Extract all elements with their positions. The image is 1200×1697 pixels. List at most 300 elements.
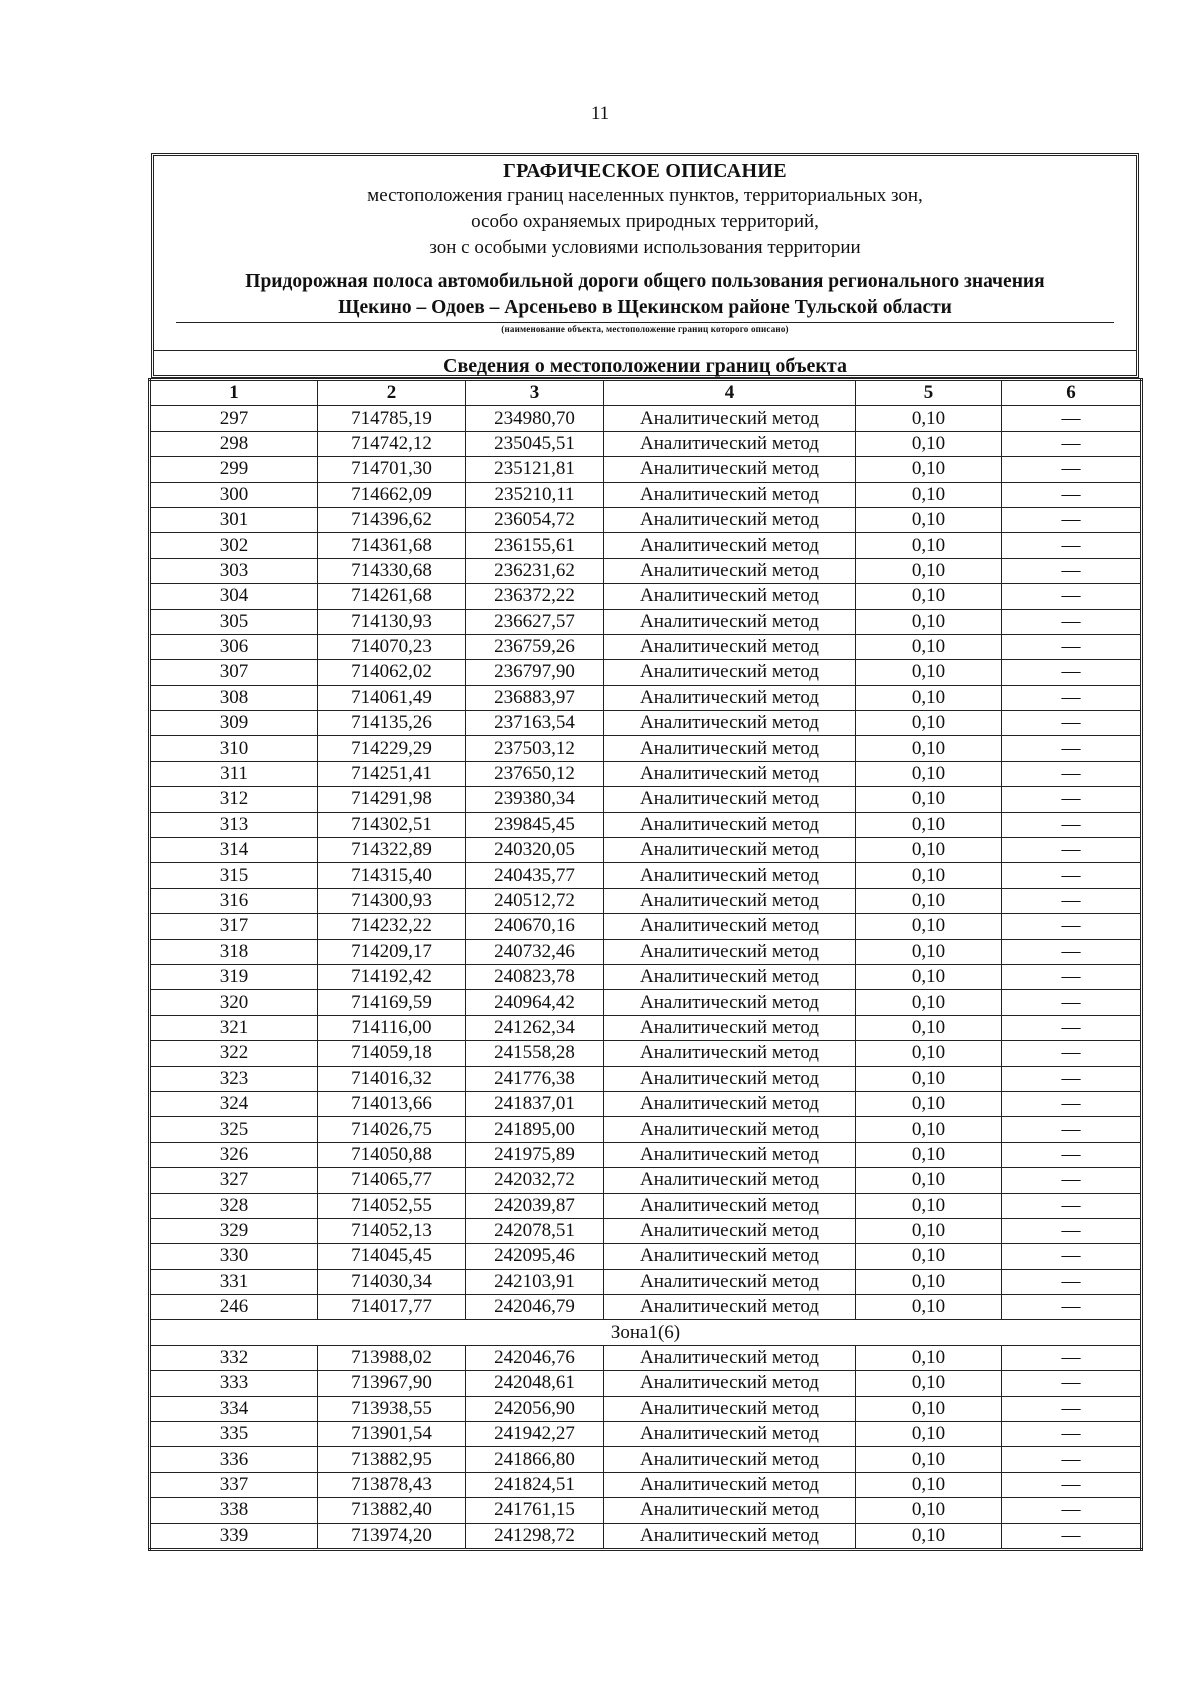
table-row <box>150 533 1142 558</box>
table-row <box>150 1472 1142 1497</box>
point-number-cell: 307 <box>150 660 318 685</box>
x-coordinate-cell: 714130,93 <box>318 609 466 634</box>
method-cell: Аналитический метод <box>604 1142 856 1167</box>
y-coordinate-cell: 242103,91 <box>466 1269 604 1294</box>
method-cell: Аналитический метод <box>604 1168 856 1193</box>
point-number-cell: 322 <box>150 1041 318 1066</box>
method-cell: Аналитический метод <box>604 1218 856 1243</box>
table-row <box>150 584 1142 609</box>
point-number-cell: 324 <box>150 1091 318 1116</box>
point-number-cell: 299 <box>150 457 318 482</box>
table-body-part-1 <box>150 406 1142 1320</box>
method-cell: Аналитический метод <box>604 1345 856 1370</box>
note-cell: — <box>1002 1295 1142 1320</box>
table-row <box>150 888 1142 913</box>
point-number-cell: 339 <box>150 1523 318 1549</box>
x-coordinate-cell: 714016,32 <box>318 1066 466 1091</box>
method-cell: Аналитический метод <box>604 533 856 558</box>
note-cell: — <box>1002 1091 1142 1116</box>
table-row <box>150 964 1142 989</box>
x-coordinate-cell: 714742,12 <box>318 431 466 456</box>
y-coordinate-cell: 236627,57 <box>466 609 604 634</box>
x-coordinate-cell: 714662,09 <box>318 482 466 507</box>
object-caption: (наименование объекта, местоположение границ которого описано) <box>501 324 789 334</box>
table-row <box>150 1295 1142 1320</box>
method-cell: Аналитический метод <box>604 888 856 913</box>
x-coordinate-cell: 714261,68 <box>318 584 466 609</box>
method-cell: Аналитический метод <box>604 507 856 532</box>
point-number-cell: 328 <box>150 1193 318 1218</box>
table-row <box>150 1041 1142 1066</box>
table-row <box>150 787 1142 812</box>
point-number-cell: 319 <box>150 964 318 989</box>
y-coordinate-cell: 236883,97 <box>466 685 604 710</box>
y-coordinate-cell: 241761,15 <box>466 1498 604 1523</box>
accuracy-cell: 0,10 <box>856 634 1002 659</box>
accuracy-cell: 0,10 <box>856 431 1002 456</box>
x-coordinate-cell: 713882,40 <box>318 1498 466 1523</box>
x-coordinate-cell: 714050,88 <box>318 1142 466 1167</box>
point-number-cell: 325 <box>150 1117 318 1142</box>
note-cell: — <box>1002 634 1142 659</box>
method-cell: Аналитический метод <box>604 1117 856 1142</box>
accuracy-cell: 0,10 <box>856 1269 1002 1294</box>
accuracy-cell: 0,10 <box>856 1396 1002 1421</box>
method-cell: Аналитический метод <box>604 1472 856 1497</box>
table-row <box>150 863 1142 888</box>
point-number-cell: 301 <box>150 507 318 532</box>
x-coordinate-cell: 714045,45 <box>318 1244 466 1269</box>
accuracy-cell: 0,10 <box>856 1244 1002 1269</box>
y-coordinate-cell: 242078,51 <box>466 1218 604 1243</box>
method-cell: Аналитический метод <box>604 1269 856 1294</box>
x-coordinate-cell: 714361,68 <box>318 533 466 558</box>
x-coordinate-cell: 714209,17 <box>318 939 466 964</box>
table-row <box>150 431 1142 456</box>
point-number-cell: 313 <box>150 812 318 837</box>
x-coordinate-cell: 714322,89 <box>318 838 466 863</box>
table-row <box>150 990 1142 1015</box>
note-cell: — <box>1002 685 1142 710</box>
column-header: 2 <box>318 380 466 406</box>
y-coordinate-cell: 242056,90 <box>466 1396 604 1421</box>
x-coordinate-cell: 714026,75 <box>318 1117 466 1142</box>
y-coordinate-cell: 240964,42 <box>466 990 604 1015</box>
point-number-cell: 308 <box>150 685 318 710</box>
table-row <box>150 1345 1142 1370</box>
accuracy-cell: 0,10 <box>856 507 1002 532</box>
method-cell: Аналитический метод <box>604 863 856 888</box>
point-number-cell: 316 <box>150 888 318 913</box>
table-header-row <box>150 380 1142 406</box>
point-number-cell: 302 <box>150 533 318 558</box>
method-cell: Аналитический метод <box>604 1422 856 1447</box>
note-cell: — <box>1002 1472 1142 1497</box>
point-number-cell: 298 <box>150 431 318 456</box>
accuracy-cell: 0,10 <box>856 482 1002 507</box>
note-cell: — <box>1002 1142 1142 1167</box>
column-header: 6 <box>1002 380 1142 406</box>
y-coordinate-cell: 241558,28 <box>466 1041 604 1066</box>
point-number-cell: 317 <box>150 914 318 939</box>
accuracy-cell: 0,10 <box>856 1066 1002 1091</box>
accuracy-cell: 0,10 <box>856 863 1002 888</box>
subtitle-line-1: местоположения границ населенных пунктов, территориальных зон, <box>367 185 923 206</box>
accuracy-cell: 0,10 <box>856 1447 1002 1472</box>
note-cell: — <box>1002 1447 1142 1472</box>
column-header: 5 <box>856 380 1002 406</box>
table-row <box>150 406 1142 431</box>
x-coordinate-cell: 713882,95 <box>318 1447 466 1472</box>
y-coordinate-cell: 239380,34 <box>466 787 604 812</box>
table-row <box>150 1447 1142 1472</box>
x-coordinate-cell: 714059,18 <box>318 1041 466 1066</box>
zone-label: Зона1(6) <box>150 1320 1142 1345</box>
table-row <box>150 838 1142 863</box>
method-cell: Аналитический метод <box>604 660 856 685</box>
point-number-cell: 304 <box>150 584 318 609</box>
table-row <box>150 558 1142 583</box>
column-header: 3 <box>466 380 604 406</box>
y-coordinate-cell: 236759,26 <box>466 634 604 659</box>
table-row <box>150 914 1142 939</box>
y-coordinate-cell: 242095,46 <box>466 1244 604 1269</box>
object-name-line-2: Щекино – Одоев – Арсеньево в Щекинском районе Тульской области <box>176 295 1114 323</box>
table-row <box>150 660 1142 685</box>
table-row <box>150 1091 1142 1116</box>
y-coordinate-cell: 240823,78 <box>466 964 604 989</box>
point-number-cell: 329 <box>150 1218 318 1243</box>
accuracy-cell: 0,10 <box>856 1041 1002 1066</box>
coordinates-table <box>148 378 1143 1551</box>
point-number-cell: 333 <box>150 1371 318 1396</box>
x-coordinate-cell: 714065,77 <box>318 1168 466 1193</box>
accuracy-cell: 0,10 <box>856 609 1002 634</box>
x-coordinate-cell: 713878,43 <box>318 1472 466 1497</box>
method-cell: Аналитический метод <box>604 964 856 989</box>
x-coordinate-cell: 714062,02 <box>318 660 466 685</box>
object-name-line-1: Придорожная полоса автомобильной дороги общего пользования регионального значения <box>245 271 1045 292</box>
x-coordinate-cell: 713974,20 <box>318 1523 466 1549</box>
table-row <box>150 457 1142 482</box>
accuracy-cell: 0,10 <box>856 558 1002 583</box>
method-cell: Аналитический метод <box>604 431 856 456</box>
x-coordinate-cell: 714330,68 <box>318 558 466 583</box>
x-coordinate-cell: 713901,54 <box>318 1422 466 1447</box>
method-cell: Аналитический метод <box>604 1244 856 1269</box>
table-row <box>150 1498 1142 1523</box>
table-row <box>150 609 1142 634</box>
method-cell: Аналитический метод <box>604 939 856 964</box>
y-coordinate-cell: 242046,79 <box>466 1295 604 1320</box>
note-cell: — <box>1002 964 1142 989</box>
table-row <box>150 1523 1142 1549</box>
y-coordinate-cell: 236155,61 <box>466 533 604 558</box>
method-cell: Аналитический метод <box>604 558 856 583</box>
y-coordinate-cell: 241837,01 <box>466 1091 604 1116</box>
point-number-cell: 300 <box>150 482 318 507</box>
y-coordinate-cell: 242032,72 <box>466 1168 604 1193</box>
method-cell: Аналитический метод <box>604 736 856 761</box>
y-coordinate-cell: 235121,81 <box>466 457 604 482</box>
accuracy-cell: 0,10 <box>856 685 1002 710</box>
method-cell: Аналитический метод <box>604 1396 856 1421</box>
accuracy-cell: 0,10 <box>856 711 1002 736</box>
point-number-cell: 332 <box>150 1345 318 1370</box>
header-frame <box>151 153 1139 378</box>
subtitle-line-3: зон с особыми условиями использования территории <box>429 237 861 258</box>
y-coordinate-cell: 242048,61 <box>466 1371 604 1396</box>
accuracy-cell: 0,10 <box>856 736 1002 761</box>
method-cell: Аналитический метод <box>604 1041 856 1066</box>
y-coordinate-cell: 241776,38 <box>466 1066 604 1091</box>
table-row <box>150 685 1142 710</box>
table-row <box>150 812 1142 837</box>
y-coordinate-cell: 241942,27 <box>466 1422 604 1447</box>
y-coordinate-cell: 236797,90 <box>466 660 604 685</box>
x-coordinate-cell: 714291,98 <box>318 787 466 812</box>
point-number-cell: 306 <box>150 634 318 659</box>
note-cell: — <box>1002 1498 1142 1523</box>
y-coordinate-cell: 237503,12 <box>466 736 604 761</box>
method-cell: Аналитический метод <box>604 914 856 939</box>
point-number-cell: 336 <box>150 1447 318 1472</box>
method-cell: Аналитический метод <box>604 482 856 507</box>
method-cell: Аналитический метод <box>604 990 856 1015</box>
table-row <box>150 939 1142 964</box>
note-cell: — <box>1002 660 1142 685</box>
column-header: 1 <box>150 380 318 406</box>
point-number-cell: 320 <box>150 990 318 1015</box>
note-cell: — <box>1002 1396 1142 1421</box>
table-row <box>150 482 1142 507</box>
point-number-cell: 327 <box>150 1168 318 1193</box>
accuracy-cell: 0,10 <box>856 1371 1002 1396</box>
note-cell: — <box>1002 1041 1142 1066</box>
note-cell: — <box>1002 761 1142 786</box>
note-cell: — <box>1002 1193 1142 1218</box>
table-row <box>150 1015 1142 1040</box>
method-cell: Аналитический метод <box>604 1066 856 1091</box>
y-coordinate-cell: 241262,34 <box>466 1015 604 1040</box>
y-coordinate-cell: 241895,00 <box>466 1117 604 1142</box>
x-coordinate-cell: 714251,41 <box>318 761 466 786</box>
accuracy-cell: 0,10 <box>856 990 1002 1015</box>
accuracy-cell: 0,10 <box>856 533 1002 558</box>
note-cell: — <box>1002 507 1142 532</box>
y-coordinate-cell: 240670,16 <box>466 914 604 939</box>
note-cell: — <box>1002 1269 1142 1294</box>
note-cell: — <box>1002 431 1142 456</box>
y-coordinate-cell: 241866,80 <box>466 1447 604 1472</box>
y-coordinate-cell: 235045,51 <box>466 431 604 456</box>
table-row <box>150 711 1142 736</box>
note-cell: — <box>1002 1218 1142 1243</box>
y-coordinate-cell: 235210,11 <box>466 482 604 507</box>
accuracy-cell: 0,10 <box>856 838 1002 863</box>
note-cell: — <box>1002 1371 1142 1396</box>
accuracy-cell: 0,10 <box>856 660 1002 685</box>
point-number-cell: 330 <box>150 1244 318 1269</box>
accuracy-cell: 0,10 <box>856 1422 1002 1447</box>
accuracy-cell: 0,10 <box>856 914 1002 939</box>
point-number-cell: 331 <box>150 1269 318 1294</box>
note-cell: — <box>1002 1015 1142 1040</box>
column-header: 4 <box>604 380 856 406</box>
method-cell: Аналитический метод <box>604 609 856 634</box>
y-coordinate-cell: 236231,62 <box>466 558 604 583</box>
note-cell: — <box>1002 1244 1142 1269</box>
table-row <box>150 1218 1142 1243</box>
method-cell: Аналитический метод <box>604 1295 856 1320</box>
point-number-cell: 297 <box>150 406 318 431</box>
note-cell: — <box>1002 939 1142 964</box>
x-coordinate-cell: 713938,55 <box>318 1396 466 1421</box>
table-row <box>150 1142 1142 1167</box>
note-cell: — <box>1002 1523 1142 1549</box>
note-cell: — <box>1002 812 1142 837</box>
accuracy-cell: 0,10 <box>856 1295 1002 1320</box>
note-cell: — <box>1002 711 1142 736</box>
subtitle-line-2: особо охраняемых природных территорий, <box>471 211 819 232</box>
x-coordinate-cell: 714229,29 <box>318 736 466 761</box>
x-coordinate-cell: 714169,59 <box>318 990 466 1015</box>
note-cell: — <box>1002 1168 1142 1193</box>
method-cell: Аналитический метод <box>604 1193 856 1218</box>
method-cell: Аналитический метод <box>604 685 856 710</box>
method-cell: Аналитический метод <box>604 761 856 786</box>
x-coordinate-cell: 714396,62 <box>318 507 466 532</box>
table-body-part-2 <box>150 1345 1142 1549</box>
x-coordinate-cell: 714030,34 <box>318 1269 466 1294</box>
y-coordinate-cell: 234980,70 <box>466 406 604 431</box>
method-cell: Аналитический метод <box>604 1447 856 1472</box>
point-number-cell: 315 <box>150 863 318 888</box>
point-number-cell: 334 <box>150 1396 318 1421</box>
x-coordinate-cell: 714052,13 <box>318 1218 466 1243</box>
y-coordinate-cell: 240320,05 <box>466 838 604 863</box>
point-number-cell: 323 <box>150 1066 318 1091</box>
note-cell: — <box>1002 457 1142 482</box>
point-number-cell: 314 <box>150 838 318 863</box>
page-number: 11 <box>590 103 610 124</box>
note-cell: — <box>1002 787 1142 812</box>
accuracy-cell: 0,10 <box>856 888 1002 913</box>
x-coordinate-cell: 714302,51 <box>318 812 466 837</box>
accuracy-cell: 0,10 <box>856 939 1002 964</box>
point-number-cell: 312 <box>150 787 318 812</box>
accuracy-cell: 0,10 <box>856 1472 1002 1497</box>
accuracy-cell: 0,10 <box>856 1091 1002 1116</box>
point-number-cell: 338 <box>150 1498 318 1523</box>
table-row <box>150 1269 1142 1294</box>
x-coordinate-cell: 714052,55 <box>318 1193 466 1218</box>
table-row <box>150 507 1142 532</box>
point-number-cell: 309 <box>150 711 318 736</box>
point-number-cell: 337 <box>150 1472 318 1497</box>
table-row <box>150 634 1142 659</box>
note-cell: — <box>1002 533 1142 558</box>
method-cell: Аналитический метод <box>604 406 856 431</box>
y-coordinate-cell: 241824,51 <box>466 1472 604 1497</box>
table-row <box>150 1117 1142 1142</box>
x-coordinate-cell: 714785,19 <box>318 406 466 431</box>
method-cell: Аналитический метод <box>604 1091 856 1116</box>
accuracy-cell: 0,10 <box>856 1523 1002 1549</box>
accuracy-cell: 0,10 <box>856 1498 1002 1523</box>
accuracy-cell: 0,10 <box>856 1345 1002 1370</box>
y-coordinate-cell: 241975,89 <box>466 1142 604 1167</box>
method-cell: Аналитический метод <box>604 1371 856 1396</box>
note-cell: — <box>1002 838 1142 863</box>
accuracy-cell: 0,10 <box>856 1015 1002 1040</box>
method-cell: Аналитический метод <box>604 1015 856 1040</box>
x-coordinate-cell: 714017,77 <box>318 1295 466 1320</box>
accuracy-cell: 0,10 <box>856 761 1002 786</box>
accuracy-cell: 0,10 <box>856 457 1002 482</box>
x-coordinate-cell: 714192,42 <box>318 964 466 989</box>
x-coordinate-cell: 714061,49 <box>318 685 466 710</box>
method-cell: Аналитический метод <box>604 1523 856 1549</box>
section-title: Сведения о местоположении границ объекта <box>154 350 1136 379</box>
y-coordinate-cell: 239845,45 <box>466 812 604 837</box>
table-row <box>150 1244 1142 1269</box>
point-number-cell: 246 <box>150 1295 318 1320</box>
note-cell: — <box>1002 914 1142 939</box>
y-coordinate-cell: 241298,72 <box>466 1523 604 1549</box>
table-row <box>150 1066 1142 1091</box>
table-row <box>150 1193 1142 1218</box>
note-cell: — <box>1002 1345 1142 1370</box>
y-coordinate-cell: 242039,87 <box>466 1193 604 1218</box>
x-coordinate-cell: 713988,02 <box>318 1345 466 1370</box>
x-coordinate-cell: 714315,40 <box>318 863 466 888</box>
y-coordinate-cell: 236372,22 <box>466 584 604 609</box>
x-coordinate-cell: 714070,23 <box>318 634 466 659</box>
accuracy-cell: 0,10 <box>856 812 1002 837</box>
note-cell: — <box>1002 888 1142 913</box>
method-cell: Аналитический метод <box>604 457 856 482</box>
method-cell: Аналитический метод <box>604 838 856 863</box>
note-cell: — <box>1002 584 1142 609</box>
accuracy-cell: 0,10 <box>856 1193 1002 1218</box>
method-cell: Аналитический метод <box>604 711 856 736</box>
point-number-cell: 310 <box>150 736 318 761</box>
table-row <box>150 1168 1142 1193</box>
method-cell: Аналитический метод <box>604 634 856 659</box>
table-row <box>150 1396 1142 1421</box>
x-coordinate-cell: 714701,30 <box>318 457 466 482</box>
method-cell: Аналитический метод <box>604 812 856 837</box>
table-row <box>150 736 1142 761</box>
note-cell: — <box>1002 863 1142 888</box>
y-coordinate-cell: 240512,72 <box>466 888 604 913</box>
point-number-cell: 318 <box>150 939 318 964</box>
method-cell: Аналитический метод <box>604 787 856 812</box>
y-coordinate-cell: 236054,72 <box>466 507 604 532</box>
point-number-cell: 311 <box>150 761 318 786</box>
point-number-cell: 303 <box>150 558 318 583</box>
y-coordinate-cell: 237163,54 <box>466 711 604 736</box>
y-coordinate-cell: 242046,76 <box>466 1345 604 1370</box>
point-number-cell: 335 <box>150 1422 318 1447</box>
note-cell: — <box>1002 558 1142 583</box>
x-coordinate-cell: 714013,66 <box>318 1091 466 1116</box>
accuracy-cell: 0,10 <box>856 964 1002 989</box>
table-row <box>150 1422 1142 1447</box>
note-cell: — <box>1002 736 1142 761</box>
zone-separator <box>150 1320 1142 1345</box>
